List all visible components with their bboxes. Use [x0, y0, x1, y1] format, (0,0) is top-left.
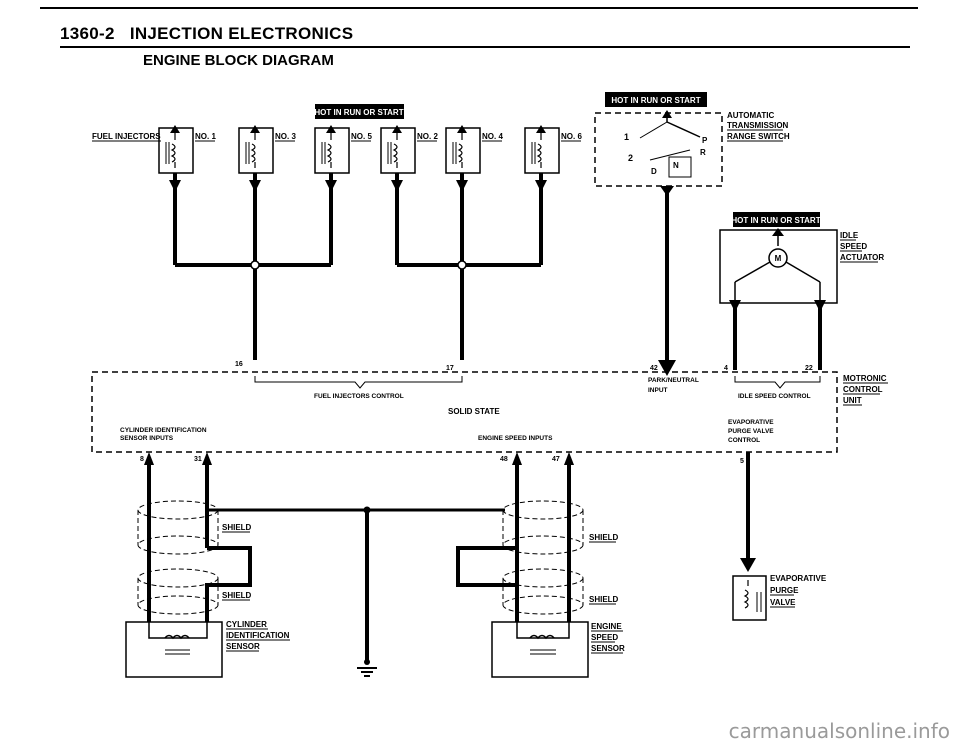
injector-label: NO. 3 — [275, 132, 296, 141]
svg-text:ACTUATOR: ACTUATOR — [840, 253, 885, 262]
svg-text:42: 42 — [650, 365, 658, 372]
svg-text:5: 5 — [740, 458, 744, 465]
injector-label: NO. 4 — [482, 132, 503, 141]
svg-text:16: 16 — [235, 361, 243, 368]
svg-text:17: 17 — [446, 365, 454, 372]
fuel-injector — [446, 125, 503, 220]
svg-text:48: 48 — [500, 456, 508, 463]
injector-label: NO. 2 — [417, 132, 438, 141]
svg-text:SHIELD: SHIELD — [589, 533, 619, 542]
svg-text:INPUT: INPUT — [648, 387, 668, 394]
svg-text:VALVE: VALVE — [770, 598, 796, 607]
svg-text:TRANSMISSION: TRANSMISSION — [727, 121, 789, 130]
engine-speed-sensor-wiring — [458, 452, 588, 677]
svg-text:CYLINDER IDENTIFICATION: CYLINDER IDENTIFICATION — [120, 427, 207, 434]
svg-text:CONTROL: CONTROL — [728, 437, 761, 444]
cylinder-sensor-wiring — [126, 452, 505, 677]
svg-text:SENSOR: SENSOR — [226, 642, 260, 651]
svg-text:SPEED: SPEED — [591, 633, 619, 642]
fuel-injector — [159, 125, 216, 220]
svg-text:47: 47 — [552, 456, 560, 463]
section-title: INJECTION ELECTRONICS — [129, 24, 354, 43]
svg-text:N: N — [673, 161, 679, 170]
fuel-injector — [381, 125, 438, 220]
svg-text:D: D — [651, 167, 657, 176]
diagram-subtitle: ENGINE BLOCK DIAGRAM — [143, 52, 334, 69]
svg-text:PURGE: PURGE — [770, 586, 799, 595]
injector-label: NO. 6 — [561, 132, 582, 141]
svg-text:CONTROL: CONTROL — [843, 385, 883, 394]
svg-text:EVAPORATIVE: EVAPORATIVE — [770, 574, 827, 583]
fuel-injectors-label: FUEL INJECTORS — [92, 132, 161, 141]
svg-text:EVAPORATIVE: EVAPORATIVE — [728, 419, 774, 426]
hot-badge-transmission — [605, 92, 707, 107]
svg-text:1: 1 — [624, 132, 630, 142]
svg-text:SOLID STATE: SOLID STATE — [448, 407, 500, 416]
fuel-injector — [239, 125, 296, 220]
svg-text:SHIELD: SHIELD — [222, 591, 252, 600]
svg-text:2: 2 — [628, 153, 634, 163]
svg-text:CYLINDER: CYLINDER — [226, 620, 267, 629]
hot-badge-injectors — [314, 104, 404, 119]
svg-text:31: 31 — [194, 456, 202, 463]
idle-speed-actuator — [720, 228, 837, 370]
svg-text:SHIELD: SHIELD — [589, 595, 619, 604]
svg-text:4: 4 — [724, 365, 728, 372]
svg-text:IDENTIFICATION: IDENTIFICATION — [226, 631, 290, 640]
fuel-injector — [315, 125, 372, 220]
svg-text:P: P — [702, 136, 708, 145]
svg-text:UNIT: UNIT — [843, 396, 862, 405]
svg-text:HOT IN RUN OR START: HOT IN RUN OR START — [314, 108, 404, 117]
svg-text:R: R — [700, 148, 706, 157]
svg-text:SENSOR: SENSOR — [591, 644, 625, 653]
svg-text:MOTRONIC: MOTRONIC — [843, 374, 887, 383]
hot-badge-idle — [731, 212, 820, 227]
section-number: 1360-2 — [60, 24, 115, 43]
svg-text:IDLE SPEED CONTROL: IDLE SPEED CONTROL — [738, 393, 811, 400]
svg-text:PURGE VALVE: PURGE VALVE — [728, 428, 774, 435]
watermark-text: carmanualsonline.info — [728, 719, 950, 743]
svg-text:FUEL INJECTORS CONTROL: FUEL INJECTORS CONTROL — [314, 393, 404, 400]
injector-harness — [175, 220, 541, 360]
svg-text:HOT IN RUN OR START: HOT IN RUN OR START — [731, 216, 821, 225]
svg-text:HOT IN RUN OR START: HOT IN RUN OR START — [611, 96, 701, 105]
svg-text:SHIELD: SHIELD — [222, 523, 252, 532]
svg-text:SENSOR INPUTS: SENSOR INPUTS — [120, 435, 174, 442]
svg-text:PARK/NEUTRAL: PARK/NEUTRAL — [648, 377, 699, 384]
svg-text:SPEED: SPEED — [840, 242, 868, 251]
svg-text:AUTOMATIC: AUTOMATIC — [727, 111, 775, 120]
svg-text:M: M — [774, 254, 782, 263]
svg-text:IDLE: IDLE — [840, 231, 859, 240]
fuel-injector — [525, 125, 582, 220]
evaporative-purge-valve — [733, 452, 766, 620]
injector-label: NO. 1 — [195, 132, 216, 141]
svg-text:ENGINE: ENGINE — [591, 622, 622, 631]
ground-icon — [357, 659, 377, 676]
injector-label: NO. 5 — [351, 132, 372, 141]
svg-text:8: 8 — [140, 456, 144, 463]
transmission-range-switch — [595, 110, 722, 376]
svg-text:22: 22 — [805, 365, 813, 372]
svg-text:RANGE SWITCH: RANGE SWITCH — [727, 132, 790, 141]
svg-text:ENGINE SPEED INPUTS: ENGINE SPEED INPUTS — [478, 435, 553, 442]
injector-group — [159, 125, 582, 220]
